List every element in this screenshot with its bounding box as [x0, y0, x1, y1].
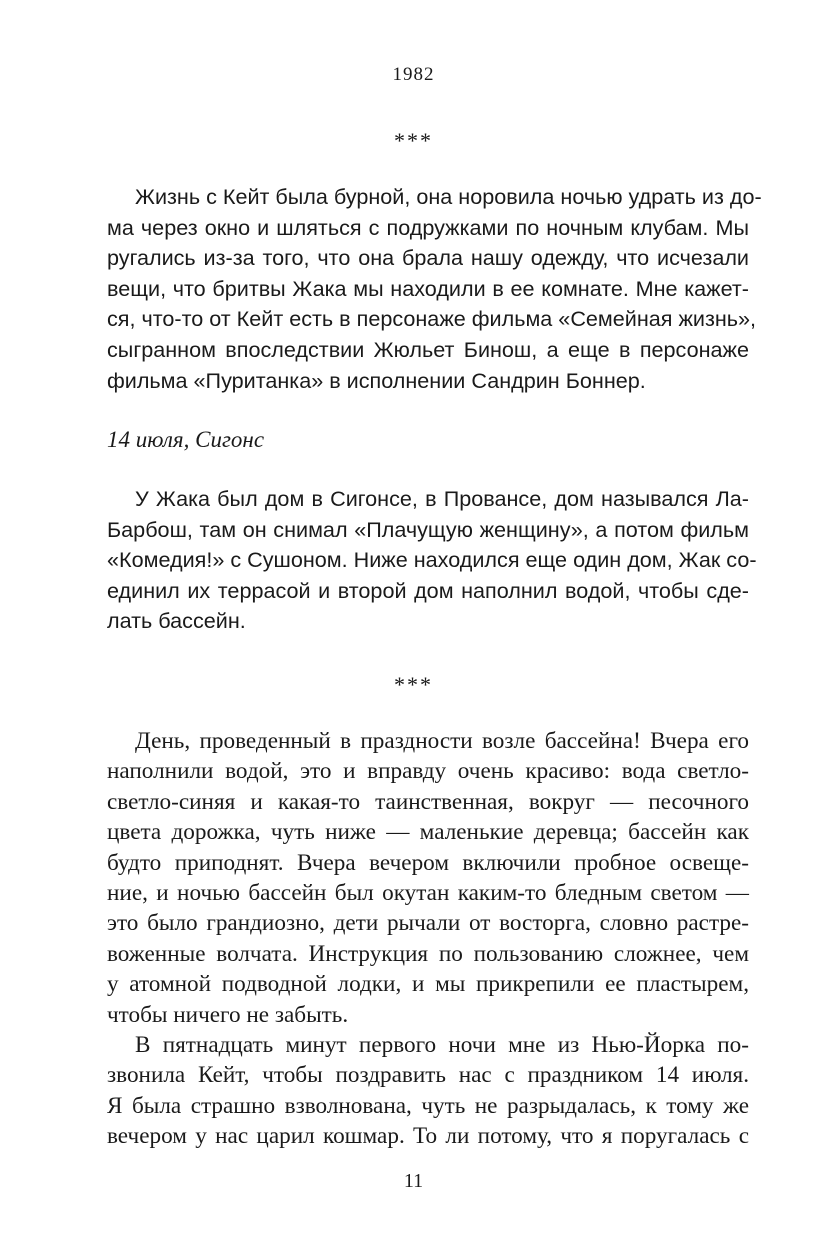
text-line: вечером у нас царил кошмар. То ли потому, что я поругалась с	[107, 1123, 749, 1150]
text-line: Жизнь с Кейт была бурной, она норовила ночью удрать из до-	[135, 184, 762, 209]
text-line: вещи, что бритвы Жака мы находили в ее комнате. Мне кажет-	[107, 275, 749, 301]
text-line: лать бассейн.	[107, 608, 246, 634]
section-separator: ***	[394, 672, 433, 697]
page-number: 11	[403, 1170, 424, 1192]
text-line: Я была страшно взволнована, чуть не разрыдалась, к тому же	[107, 1092, 749, 1119]
text-line: фильма «Пуританка» в исполнении Сандрин Боннер.	[107, 367, 646, 393]
text-line: ние, и ночью бассейн был окутан каким-то бледным светом —	[107, 880, 749, 907]
text-line: звонила Кейт, чтобы поздравить нас с праздником 14 июля.	[107, 1062, 749, 1089]
text-line: воженные волчата. Инструкция по пользованию сложнее, чем	[107, 940, 749, 967]
paragraph-kate	[107, 182, 762, 396]
text-line: светло-синяя и какая-то таинственная, вокруг — песочного	[107, 788, 749, 815]
text-line: День, проведенный в праздности возле бассейна! Вчера его	[135, 728, 749, 754]
text-line: ругались из-за того, что она брала нашу одежду, что исчезали	[107, 245, 749, 271]
text-line: у атомной подводной лодки, и мы прикрепили ее пластырем,	[107, 971, 749, 998]
text-line: цвета дорожка, чуть ниже — маленькие деревца; бассейн как	[107, 819, 749, 846]
text-line: ся, что-то от Кейт есть в персонаже фильма «Семейная жизнь»,	[107, 306, 757, 332]
paragraph-pool	[107, 726, 749, 1030]
section-separator: ***	[394, 128, 433, 153]
text-line: единил их террасой и второй дом наполнил водой, чтобы сде-	[107, 577, 749, 603]
text-line: сыгранном впоследствии Жюльет Бинош, а еще в персонаже	[107, 336, 749, 362]
text-line: чтобы ничего не забыть.	[107, 1001, 349, 1028]
running-head: 1982	[392, 64, 435, 85]
paragraph-house	[107, 484, 757, 637]
text-line: В пятнадцать минут первого ночи мне из Нью-Йорка по-	[135, 1032, 749, 1058]
entry-dateline: 14 июля, Сигонс	[107, 427, 265, 452]
text-line: «Комедия!» с Сушоном. Ниже находился еще один дом, Жак со-	[107, 547, 757, 573]
paragraph-call	[107, 1030, 749, 1152]
text-line: будто приподнят. Вчера вечером включили пробное освеще-	[107, 849, 749, 876]
text-line: Барбош, там он снимал «Плачущую женщину», а потом фильм	[107, 516, 749, 542]
text-line: это было грандиозно, дети рычали от восторга, словно растре-	[107, 910, 749, 937]
text-line: наполнили водой, это и вправду очень красиво: вода светло-	[107, 758, 749, 785]
text-line: У Жака был дом в Сигонсе, в Провансе, дом назывался Ла-	[135, 486, 749, 511]
text-line: ма через окно и шляться с подружками по ночным клубам. Мы	[107, 214, 749, 240]
